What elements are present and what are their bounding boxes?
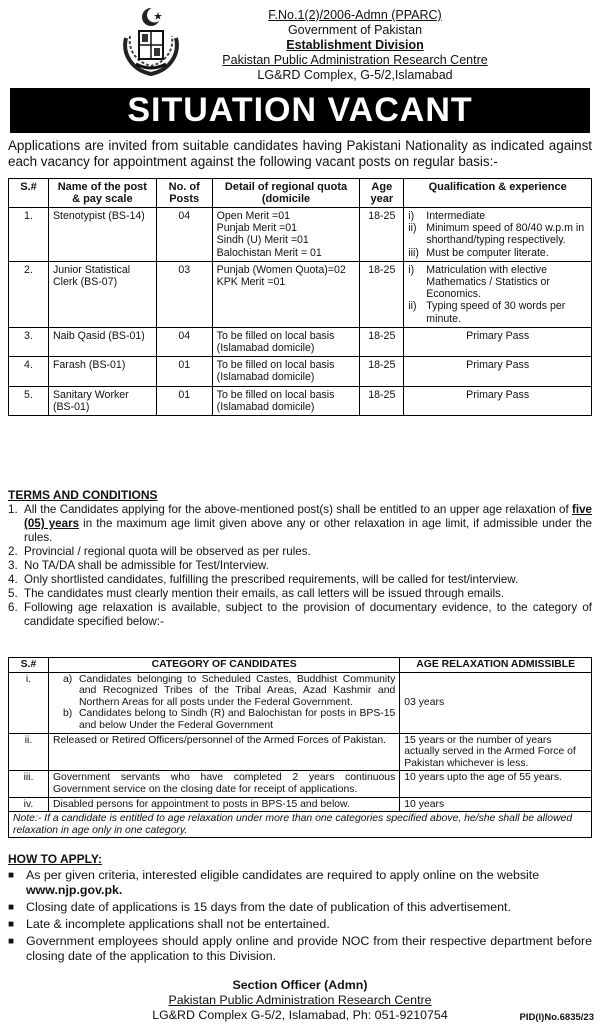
apply-list xyxy=(8,868,592,966)
cell-posts: 03 xyxy=(156,261,212,327)
qualification-number: i) xyxy=(408,210,415,222)
list-item xyxy=(8,503,592,545)
qualification-text: Primary Pass xyxy=(466,388,530,401)
cell-qualification xyxy=(404,261,592,327)
cell-post-name: Junior Statistical Clerk (BS-07) xyxy=(48,261,156,327)
quota-line: (Islamabad domicile) xyxy=(216,400,315,413)
cell-quota xyxy=(212,261,360,327)
col-header-post: Name of the post & pay scale xyxy=(48,179,156,208)
table-row xyxy=(9,357,592,386)
list-item xyxy=(8,573,592,587)
closing-date-text: Closing date of applications is 15 days from the date of publication of this advertisement. xyxy=(26,900,511,914)
pid-number: PID(I)No.6835/23 xyxy=(519,1012,594,1023)
state-emblem-icon xyxy=(118,4,184,78)
signatory-address: LG&RD Complex G-5/2, Islamabad, Ph: 051-9210754 xyxy=(152,1008,448,1022)
website-link[interactable]: www.njp.gov.pk. xyxy=(26,883,123,897)
terms-heading: TERMS AND CONDITIONS xyxy=(8,488,158,502)
quota-line: KPK Merit =01 xyxy=(216,276,286,289)
term-number: 2. xyxy=(8,545,18,558)
term-text xyxy=(24,573,592,587)
table-row xyxy=(9,261,592,327)
category-text: Government servants who have completed 2 years continuous Government service on the closing date for receipt of applications. xyxy=(52,772,396,795)
category-text: Candidates belong to Sindh (R) and Balochistan for posts in BPS-15 and below Under the Federal Government xyxy=(78,708,396,731)
qualification-text: Primary Pass xyxy=(466,329,530,342)
term-text xyxy=(24,503,592,545)
cell-age: 18-25 xyxy=(360,386,404,415)
list-item xyxy=(8,868,592,898)
col-header-qualification: Qualification & experience xyxy=(404,179,592,208)
qualification-text: Must be computer literate. xyxy=(426,246,549,259)
note-row xyxy=(9,812,592,838)
term-text-part: Only shortlisted candidates, fulfilling the prescribed requirements, will be called for test/interview. xyxy=(24,573,519,586)
cell-qualification xyxy=(404,357,592,386)
term-number: 6. xyxy=(8,601,18,614)
qualification-text: Intermediate xyxy=(426,210,486,222)
table-header-row xyxy=(9,179,592,208)
division-name: Establishment Division xyxy=(286,38,424,52)
quota-line: Balochistan Merit = 01 xyxy=(216,246,322,259)
category-item xyxy=(53,708,395,731)
cell-sn: 4. xyxy=(9,357,49,386)
qualification-number: iii) xyxy=(408,246,419,259)
bullet-icon: ■ xyxy=(8,870,15,881)
cell-age: 18-25 xyxy=(360,208,404,262)
table-row xyxy=(9,733,592,771)
quota-line: Sindh (U) Merit =01 xyxy=(216,234,309,247)
cell-sn: iv. xyxy=(9,797,49,812)
cell-sn: 2. xyxy=(9,261,49,327)
table-row xyxy=(9,771,592,797)
term-text-part: The candidates must clearly mention their emails, as call letters will be issued through emails. xyxy=(24,587,505,600)
signature-block xyxy=(130,978,470,1023)
qualification-item xyxy=(408,300,587,324)
qualification-number: i) xyxy=(408,263,415,276)
cell-posts: 01 xyxy=(156,357,212,386)
cell-post-name: Naib Qasid (BS-01) xyxy=(48,327,156,356)
col-header-posts: No. of Posts xyxy=(156,179,212,208)
list-item xyxy=(8,900,592,915)
quota-line: (Islamabad domicile) xyxy=(216,371,315,384)
qualification-item xyxy=(408,210,587,222)
qualification-text: Typing speed of 30 words per minute. xyxy=(426,300,566,325)
category-text: Released or Retired Officers/personnel of the Armed Forces of Pakistan. xyxy=(52,734,387,746)
cell-post-name: Farash (BS-01) xyxy=(48,357,156,386)
category-text: Disabled persons for appointment to posts in BPS-15 and below. xyxy=(52,798,350,810)
cell-category xyxy=(48,771,399,797)
term-text xyxy=(24,559,592,573)
term-emphasis: five (05) years xyxy=(24,503,592,530)
term-text xyxy=(24,601,592,629)
col-header-age: Age year xyxy=(360,179,404,208)
cell-posts: 04 xyxy=(156,327,212,356)
cell-sn: ii. xyxy=(9,733,49,771)
term-text xyxy=(24,587,592,601)
qualification-item xyxy=(408,264,587,301)
term-text-part: No TA/DA shall be admissible for Test/Interview. xyxy=(24,559,269,572)
signatory-office: Pakistan Public Administration Research Centre xyxy=(168,993,432,1007)
cell-post-name: Stenotypist (BS-14) xyxy=(48,208,156,262)
cell-post-name: Sanitary Worker (BS-01) xyxy=(48,386,156,415)
list-item xyxy=(8,934,592,964)
category-letter: b) xyxy=(62,708,73,720)
term-number: 1. xyxy=(8,503,18,516)
qualification-text: Matriculation with elective Mathematics / Statistics or Economics. xyxy=(426,263,550,301)
qualification-number: ii) xyxy=(408,222,417,235)
list-item xyxy=(8,559,592,573)
term-text-part: Provincial / regional quota will be observed as per rules. xyxy=(24,545,311,558)
table-header-row xyxy=(9,658,592,673)
page-title: SITUATION VACANT xyxy=(10,88,590,133)
table-row xyxy=(9,327,592,356)
bullet-icon: ■ xyxy=(8,902,15,913)
quota-line: To be filled on local basis xyxy=(216,329,335,342)
category-letter: a) xyxy=(62,673,73,685)
signatory-title: Section Officer (Admn) xyxy=(232,978,368,992)
qualification-item xyxy=(408,222,587,246)
cell-relaxation: 10 years xyxy=(400,797,592,812)
cell-relaxation: 15 years or the number of years actually served in the Armed Force of Pakistan whichever is less. xyxy=(400,733,592,771)
quota-line: To be filled on local basis xyxy=(216,359,335,372)
col-header-quota: Detail of regional quota (domicile xyxy=(212,179,360,208)
quota-line: Punjab (Women Quota)=02 xyxy=(216,263,346,276)
col-header-sn: S.# xyxy=(9,658,49,673)
cell-age: 18-25 xyxy=(360,357,404,386)
cell-sn: iii. xyxy=(9,771,49,797)
age-relaxation-table xyxy=(8,657,592,838)
cell-age: 18-25 xyxy=(360,261,404,327)
apply-instruction: As per given criteria, interested eligible candidates are required to apply online on the website xyxy=(26,868,540,882)
category-text: Candidates belonging to Scheduled Castes, Buddhist Community and Recognized Tribes of the Tribal Areas, Azad Kashmir and Northern Areas for all posts under the Federal Government. xyxy=(78,673,396,708)
quota-line: (Islamabad domicile) xyxy=(216,342,315,355)
government-line: Government of Pakistan xyxy=(287,23,423,37)
cell-sn: 5. xyxy=(9,386,49,415)
vacancies-table xyxy=(8,178,592,416)
term-text-part: Following age relaxation is available, subject to the provision of documentary evidence, to the category of candidate specified below:- xyxy=(24,601,592,628)
term-text xyxy=(24,545,592,559)
col-header-sn: S.# xyxy=(9,179,49,208)
cell-category xyxy=(48,797,399,812)
noc-text: Government employees should apply online and provide NOC from their respective department before closing date of the application to this Division. xyxy=(26,934,592,963)
term-text-part: in the maximum age limit given above any or other relaxation in age limit, if admissible under the rules. xyxy=(24,517,592,544)
table-row xyxy=(9,386,592,415)
list-item xyxy=(8,545,592,559)
category-item xyxy=(53,674,395,709)
list-item xyxy=(8,601,592,629)
quota-line: Punjab Merit =01 xyxy=(216,222,298,235)
term-number: 3. xyxy=(8,559,18,572)
qualification-text: Minimum speed of 80/40 w.p.m in shorthand/typing respectively. xyxy=(426,222,585,247)
table-row xyxy=(9,208,592,262)
cell-qualification xyxy=(404,327,592,356)
cell-category xyxy=(48,733,399,771)
cell-quota xyxy=(212,386,360,415)
cell-qualification xyxy=(404,208,592,262)
quota-line: Open Merit =01 xyxy=(216,210,290,222)
bullet-icon: ■ xyxy=(8,936,15,947)
address-line: LG&RD Complex, G-5/2,Islamabad xyxy=(257,68,453,82)
col-header-relaxation: AGE RELAXATION ADMISSIBLE xyxy=(400,658,592,673)
terms-list xyxy=(8,503,592,629)
bullet-icon: ■ xyxy=(8,919,15,930)
letterhead xyxy=(190,8,520,83)
quota-line: To be filled on local basis xyxy=(216,388,335,401)
cell-posts: 01 xyxy=(156,386,212,415)
cell-quota xyxy=(212,327,360,356)
cell-sn: 1. xyxy=(9,208,49,262)
table-row xyxy=(9,797,592,812)
list-item xyxy=(8,587,592,601)
intro-paragraph: Applications are invited from suitable candidates having Pakistani Nationality as indicated against each vacancy for appointment against the following vacant posts on regular basis:- xyxy=(8,138,592,169)
cell-relaxation: 10 years upto the age of 55 years. xyxy=(400,771,592,797)
how-to-apply-heading: HOW TO APPLY: xyxy=(8,852,103,866)
term-number: 4. xyxy=(8,573,18,586)
cell-quota xyxy=(212,208,360,262)
list-item xyxy=(8,917,592,932)
qualification-number: ii) xyxy=(408,300,417,313)
col-header-category: CATEGORY OF CANDIDATES xyxy=(48,658,399,673)
note-text: Note:- If a candidate is entitled to age relaxation under more than one categories specified above, he/she shall be allowed relaxation in age only in one category. xyxy=(9,812,592,838)
qualification-text: Primary Pass xyxy=(466,359,530,372)
term-number: 5. xyxy=(8,587,18,600)
cell-category xyxy=(48,672,399,733)
late-applications-text: Late & incomplete applications shall not be entertained. xyxy=(26,917,330,931)
qualification-item xyxy=(408,247,587,259)
cell-relaxation: 03 years xyxy=(400,672,592,733)
table-row xyxy=(9,672,592,733)
cell-posts: 04 xyxy=(156,208,212,262)
reference-number: F.No.1(2)/2006-Admn (PPARC) xyxy=(268,8,442,22)
cell-quota xyxy=(212,357,360,386)
cell-sn: 3. xyxy=(9,327,49,356)
cell-qualification xyxy=(404,386,592,415)
term-text-part: All the Candidates applying for the above-mentioned post(s) shall be entitled to an upper age relaxation of xyxy=(24,503,573,516)
cell-age: 18-25 xyxy=(360,327,404,356)
cell-sn: i. xyxy=(9,672,49,733)
centre-name: Pakistan Public Administration Research Centre xyxy=(222,53,488,67)
